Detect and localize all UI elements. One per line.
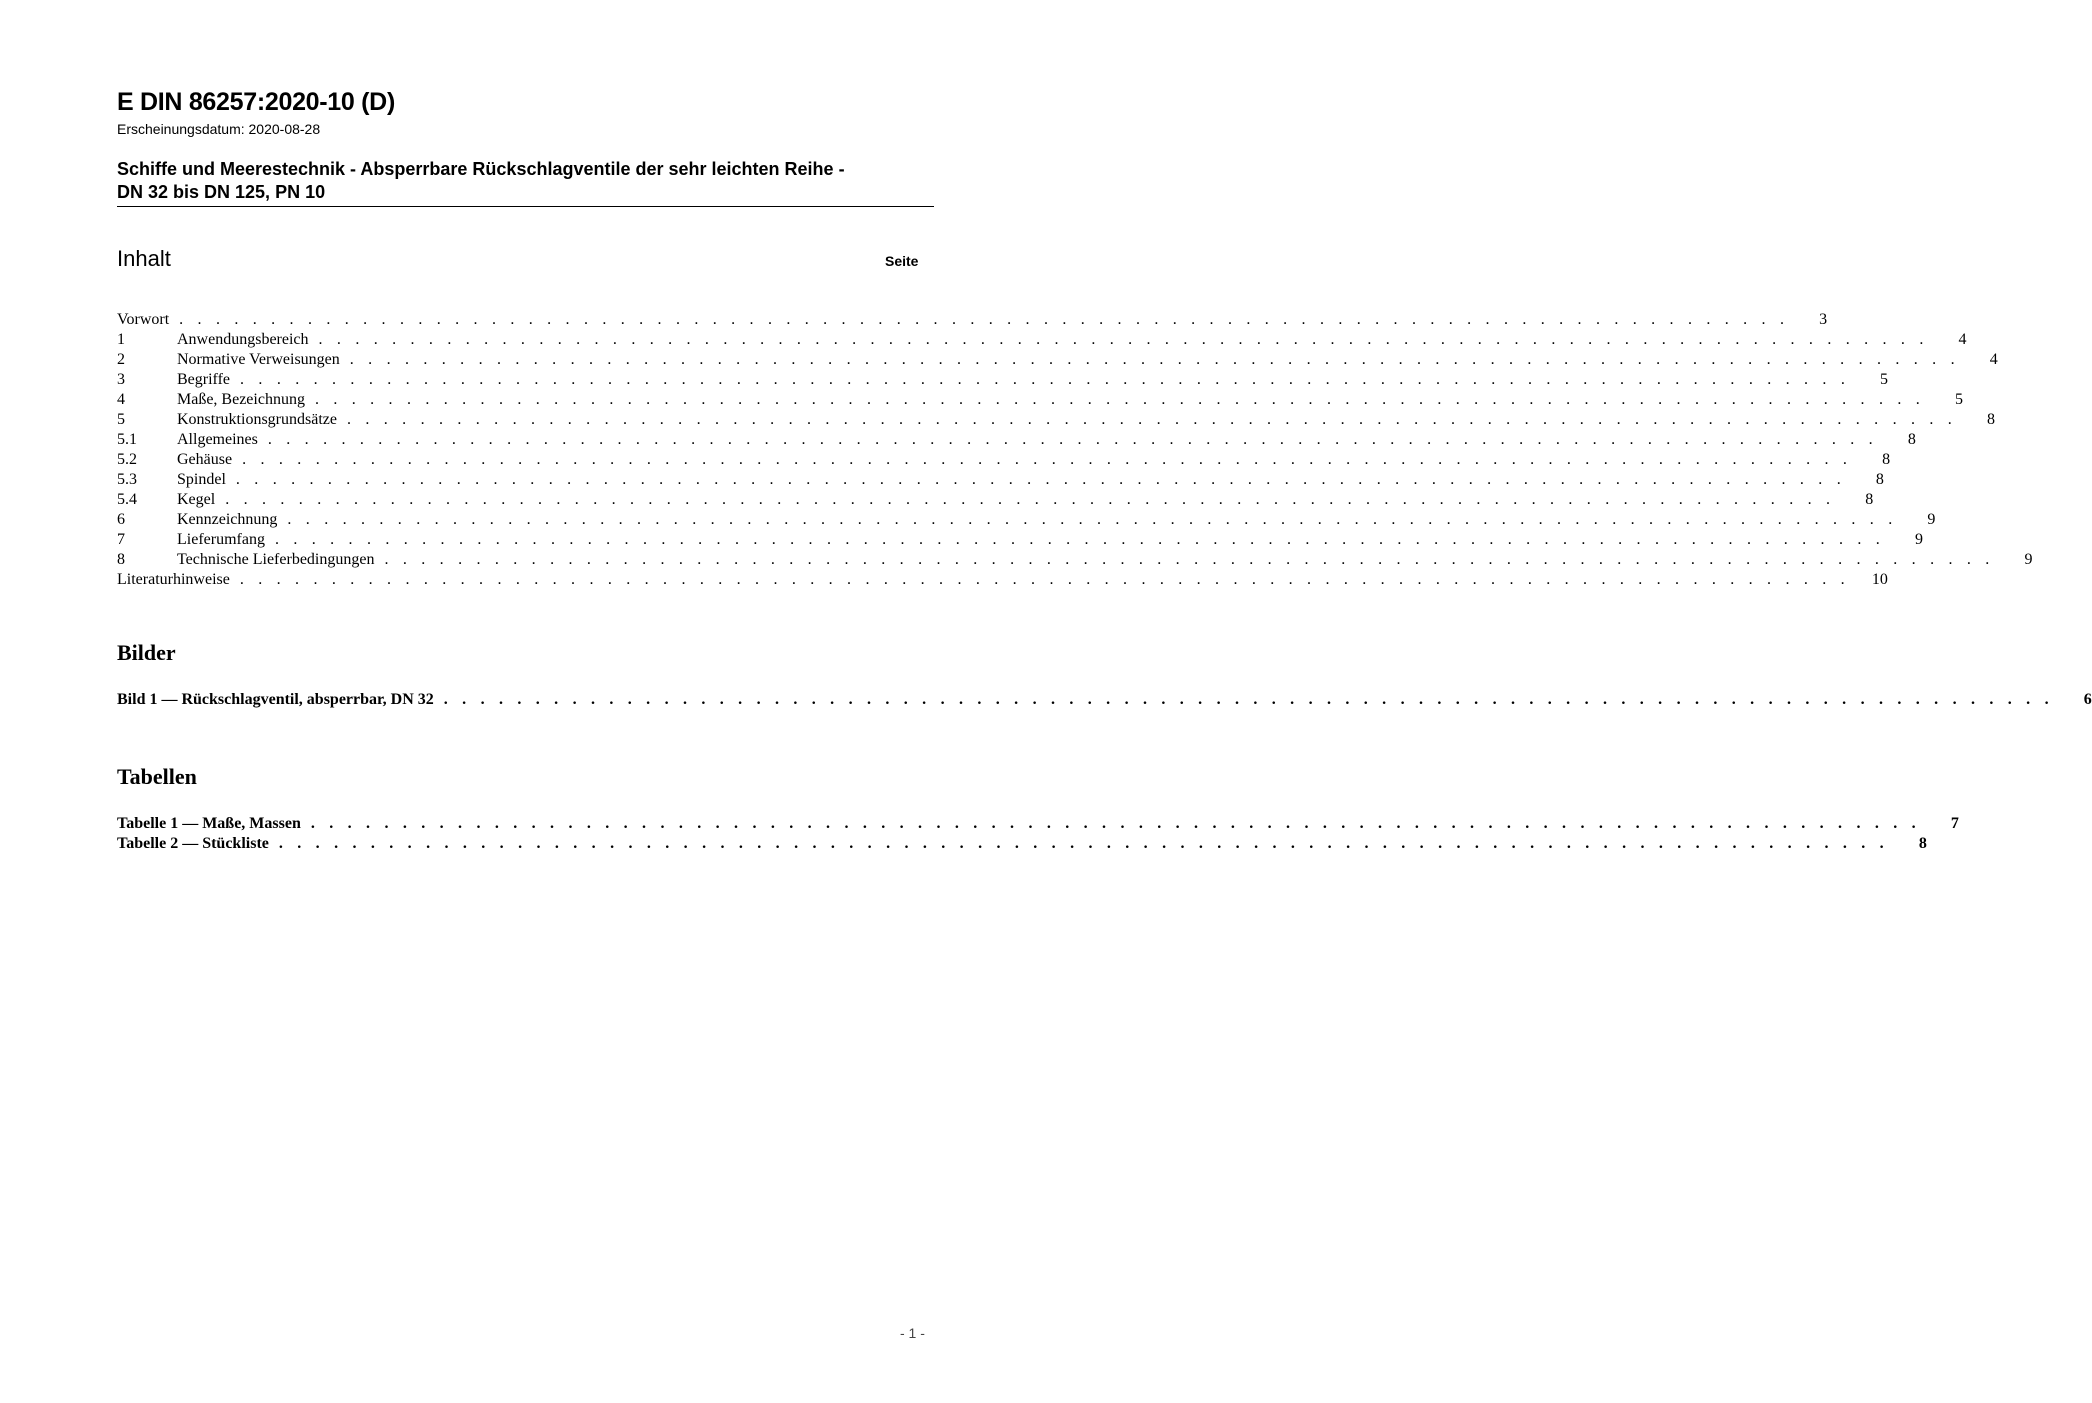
toc-entry[interactable] bbox=[117, 370, 1889, 390]
toc-entry-title: Tabelle 1 — Maße, Massen bbox=[117, 815, 301, 832]
toc-entry-page: 8 bbox=[1986, 411, 1995, 428]
dot-leader: . . . . . . . . . . . . . . . . . . . . . . . . . . . . . . . . . . . . . . . . . . . . . . . . . . . . . . . . . . . . . . . . . . . . . . . . . . . . . . . . . . . . . . . . bbox=[267, 431, 1878, 448]
title-divider bbox=[117, 206, 934, 207]
page-column-label: Seite bbox=[885, 253, 919, 269]
document-title-line-2: DN 32 bis DN 125, PN 10 bbox=[117, 182, 326, 202]
dot-leader: . . . . . . . . . . . . . . . . . . . . . . . . . . . . . . . . . . . . . . . . . . . . . . . . . . . . . . . . . . . . . . . . . . . . . . . . . . . . . . . . . . . . . . . . bbox=[384, 551, 1995, 568]
toc-entry-number: 5.1 bbox=[117, 431, 137, 448]
toc-entry-page: 8 bbox=[1882, 451, 1891, 468]
toc-entry-number: 5 bbox=[117, 411, 125, 428]
toc-entry-title: Spindel bbox=[177, 471, 226, 488]
toc-entry[interactable] bbox=[117, 570, 1888, 590]
toc-entry-page: 4 bbox=[1989, 351, 1998, 368]
toc-entry-page: 4 bbox=[1958, 331, 1967, 348]
tables-heading: Tabellen bbox=[117, 764, 197, 789]
toc-entry-title: Konstruktionsgrundsätze bbox=[177, 411, 337, 428]
toc-entry-title: Technische Lieferbedingungen bbox=[177, 551, 375, 568]
toc-entry-page: 8 bbox=[1918, 835, 1927, 852]
dot-leader: . . . . . . . . . . . . . . . . . . . . . . . . . . . . . . . . . . . . . . . . . . . . . . . . . . . . . . . . . . . . . . . . . . . . . . . . . . . . . . . . . . . . . . . . bbox=[349, 351, 1960, 368]
publication-date: Erscheinungsdatum: 2020-08-28 bbox=[117, 121, 321, 137]
toc-entry[interactable] bbox=[117, 390, 1963, 410]
dot-leader: . . . . . . . . . . . . . . . . . . . . . . . . . . . . . . . . . . . . . . . . . . . . . . . . . . . . . . . . . . . . . . . . . . . . . . . . . . . . . . . . . . . . . . . . bbox=[242, 451, 1853, 468]
toc-list bbox=[117, 310, 2033, 590]
page-number: - 1 - bbox=[900, 1325, 925, 1341]
toc-entry-title: Vorwort bbox=[117, 311, 170, 328]
toc-entry-number: 8 bbox=[117, 551, 125, 568]
dot-leader: . . . . . . . . . . . . . . . . . . . . . . . . . . . . . . . . . . . . . . . . . . . . . . . . . . . . . . . . . . . . . . . . . . . . . . . . . . . . . . . . . . . . . . . . bbox=[314, 391, 1925, 408]
dot-leader: . . . . . . . . . . . . . . . . . . . . . . . . . . . . . . . . . . . . . . . . . . . . . . . . . . . . . . . . . . . . . . . . . . . . . . . . . . . . . . . . . . . . . . . . bbox=[287, 511, 1898, 528]
toc-entry-page: 7 bbox=[1950, 815, 1959, 832]
toc-entry-number: 5.3 bbox=[117, 471, 137, 488]
toc-entry-page: 9 bbox=[1927, 511, 1936, 528]
toc-entry-page: 10 bbox=[1871, 571, 1888, 588]
toc-entry-page: 6 bbox=[2083, 691, 2092, 708]
toc-entry-title: Bild 1 — Rückschlagventil, absperrbar, DN 32 bbox=[117, 691, 434, 708]
toc-entry-page: 8 bbox=[1875, 471, 1884, 488]
dot-leader: . . . . . . . . . . . . . . . . . . . . . . . . . . . . . . . . . . . . . . . . . . . . . . . . . . . . . . . . . . . . . . . . . . . . . . . . . . . . . . . . . . . . . . . . bbox=[318, 331, 1929, 348]
toc-entry-page: 5 bbox=[1880, 371, 1889, 388]
toc-entry[interactable] bbox=[117, 510, 1936, 530]
toc-entry-number: 5.4 bbox=[117, 491, 137, 508]
figures-list bbox=[117, 690, 2092, 710]
toc-entry-title: Begriffe bbox=[177, 371, 231, 388]
toc-entry-page: 5 bbox=[1954, 391, 1963, 408]
toc-entry-page: 3 bbox=[1819, 311, 1828, 328]
toc-entry-page: 9 bbox=[2024, 551, 2033, 568]
toc-entry-page: 9 bbox=[1914, 531, 1923, 548]
dot-leader: . . . . . . . . . . . . . . . . . . . . . . . . . . . . . . . . . . . . . . . . . . . . . . . . . . . . . . . . . . . . . . . . . . . . . . . . . . . . . . . . . . . . . . . . bbox=[240, 371, 1851, 388]
dot-leader: . . . . . . . . . . . . . . . . . . . . . . . . . . . . . . . . . . . . . . . . . . . . . . . . . . . . . . . . . . . . . . . . . . . . . . . . . . . . . . . . . . . . . . . . bbox=[179, 311, 1790, 328]
toc-entry-number: 7 bbox=[117, 531, 125, 548]
toc-entry[interactable] bbox=[117, 310, 1828, 330]
toc-entry-number: 4 bbox=[117, 391, 125, 408]
document-title-line-1: Schiffe und Meerestechnik - Absperrbare Rückschlagventile der sehr leichten Reihe - bbox=[117, 159, 845, 179]
toc-entry[interactable] bbox=[117, 530, 1923, 550]
toc-entry-title: Kegel bbox=[177, 491, 216, 508]
toc-heading: Inhalt bbox=[117, 246, 171, 271]
figures-heading: Bilder bbox=[117, 640, 176, 665]
toc-entry[interactable] bbox=[117, 690, 2092, 710]
toc-entry[interactable] bbox=[117, 450, 1891, 470]
toc-entry-page: 8 bbox=[1907, 431, 1916, 448]
toc-entry-number: 1 bbox=[117, 331, 125, 348]
dot-leader: . . . . . . . . . . . . . . . . . . . . . . . . . . . . . . . . . . . . . . . . . . . . . . . . . . . . . . . . . . . . . . . . . . . . . . . . . . . . . . . . . . . . . . . . bbox=[443, 691, 2054, 708]
document-title bbox=[117, 158, 937, 204]
toc-entry-title: Literaturhinweise bbox=[117, 571, 230, 588]
toc-entry-page: 8 bbox=[1865, 491, 1874, 508]
dot-leader: . . . . . . . . . . . . . . . . . . . . . . . . . . . . . . . . . . . . . . . . . . . . . . . . . . . . . . . . . . . . . . . . . . . . . . . . . . . . . . . . . . . . . . . . bbox=[225, 491, 1836, 508]
dot-leader: . . . . . . . . . . . . . . . . . . . . . . . . . . . . . . . . . . . . . . . . . . . . . . . . . . . . . . . . . . . . . . . . . . . . . . . . . . . . . . . . . . . . . . . . bbox=[239, 571, 1850, 588]
dot-leader: . . . . . . . . . . . . . . . . . . . . . . . . . . . . . . . . . . . . . . . . . . . . . . . . . . . . . . . . . . . . . . . . . . . . . . . . . . . . . . . . . . . . . . . . bbox=[310, 815, 1921, 832]
tables-list bbox=[117, 814, 1959, 854]
toc-entry-title: Allgemeines bbox=[177, 431, 258, 448]
toc-entry-title: Gehäuse bbox=[177, 451, 233, 468]
toc-entry-number: 6 bbox=[117, 511, 125, 528]
toc-entry-title: Lieferumfang bbox=[177, 531, 265, 548]
toc-entry-number: 5.2 bbox=[117, 451, 137, 468]
toc-entry[interactable] bbox=[117, 814, 1959, 834]
toc-entry-title: Kennzeichnung bbox=[177, 511, 278, 528]
toc-entry-number: 3 bbox=[117, 371, 125, 388]
toc-entry[interactable] bbox=[117, 550, 2033, 570]
toc-entry[interactable] bbox=[117, 330, 1967, 350]
toc-entry-title: Maße, Bezeichnung bbox=[177, 391, 305, 408]
toc-entry[interactable] bbox=[117, 430, 1916, 450]
toc-entry-title: Anwendungsbereich bbox=[177, 331, 309, 348]
toc-entry-number: 2 bbox=[117, 351, 125, 368]
toc-entry[interactable] bbox=[117, 490, 1874, 510]
toc-entry-title: Tabelle 2 — Stückliste bbox=[117, 835, 269, 852]
toc-entry[interactable] bbox=[117, 410, 1995, 430]
toc-entry[interactable] bbox=[117, 470, 1884, 490]
dot-leader: . . . . . . . . . . . . . . . . . . . . . . . . . . . . . . . . . . . . . . . . . . . . . . . . . . . . . . . . . . . . . . . . . . . . . . . . . . . . . . . . . . . . . . . . bbox=[274, 531, 1885, 548]
toc-entry[interactable] bbox=[117, 834, 1927, 854]
document-id: E DIN 86257:2020-10 (D) bbox=[117, 88, 395, 116]
toc-entry[interactable] bbox=[117, 350, 1998, 370]
dot-leader: . . . . . . . . . . . . . . . . . . . . . . . . . . . . . . . . . . . . . . . . . . . . . . . . . . . . . . . . . . . . . . . . . . . . . . . . . . . . . . . . . . . . . . . . bbox=[278, 835, 1889, 852]
dot-leader: . . . . . . . . . . . . . . . . . . . . . . . . . . . . . . . . . . . . . . . . . . . . . . . . . . . . . . . . . . . . . . . . . . . . . . . . . . . . . . . . . . . . . . . . bbox=[346, 411, 1957, 428]
dot-leader: . . . . . . . . . . . . . . . . . . . . . . . . . . . . . . . . . . . . . . . . . . . . . . . . . . . . . . . . . . . . . . . . . . . . . . . . . . . . . . . . . . . . . . . . bbox=[235, 471, 1846, 488]
toc-entry-title: Normative Verweisungen bbox=[177, 351, 340, 368]
